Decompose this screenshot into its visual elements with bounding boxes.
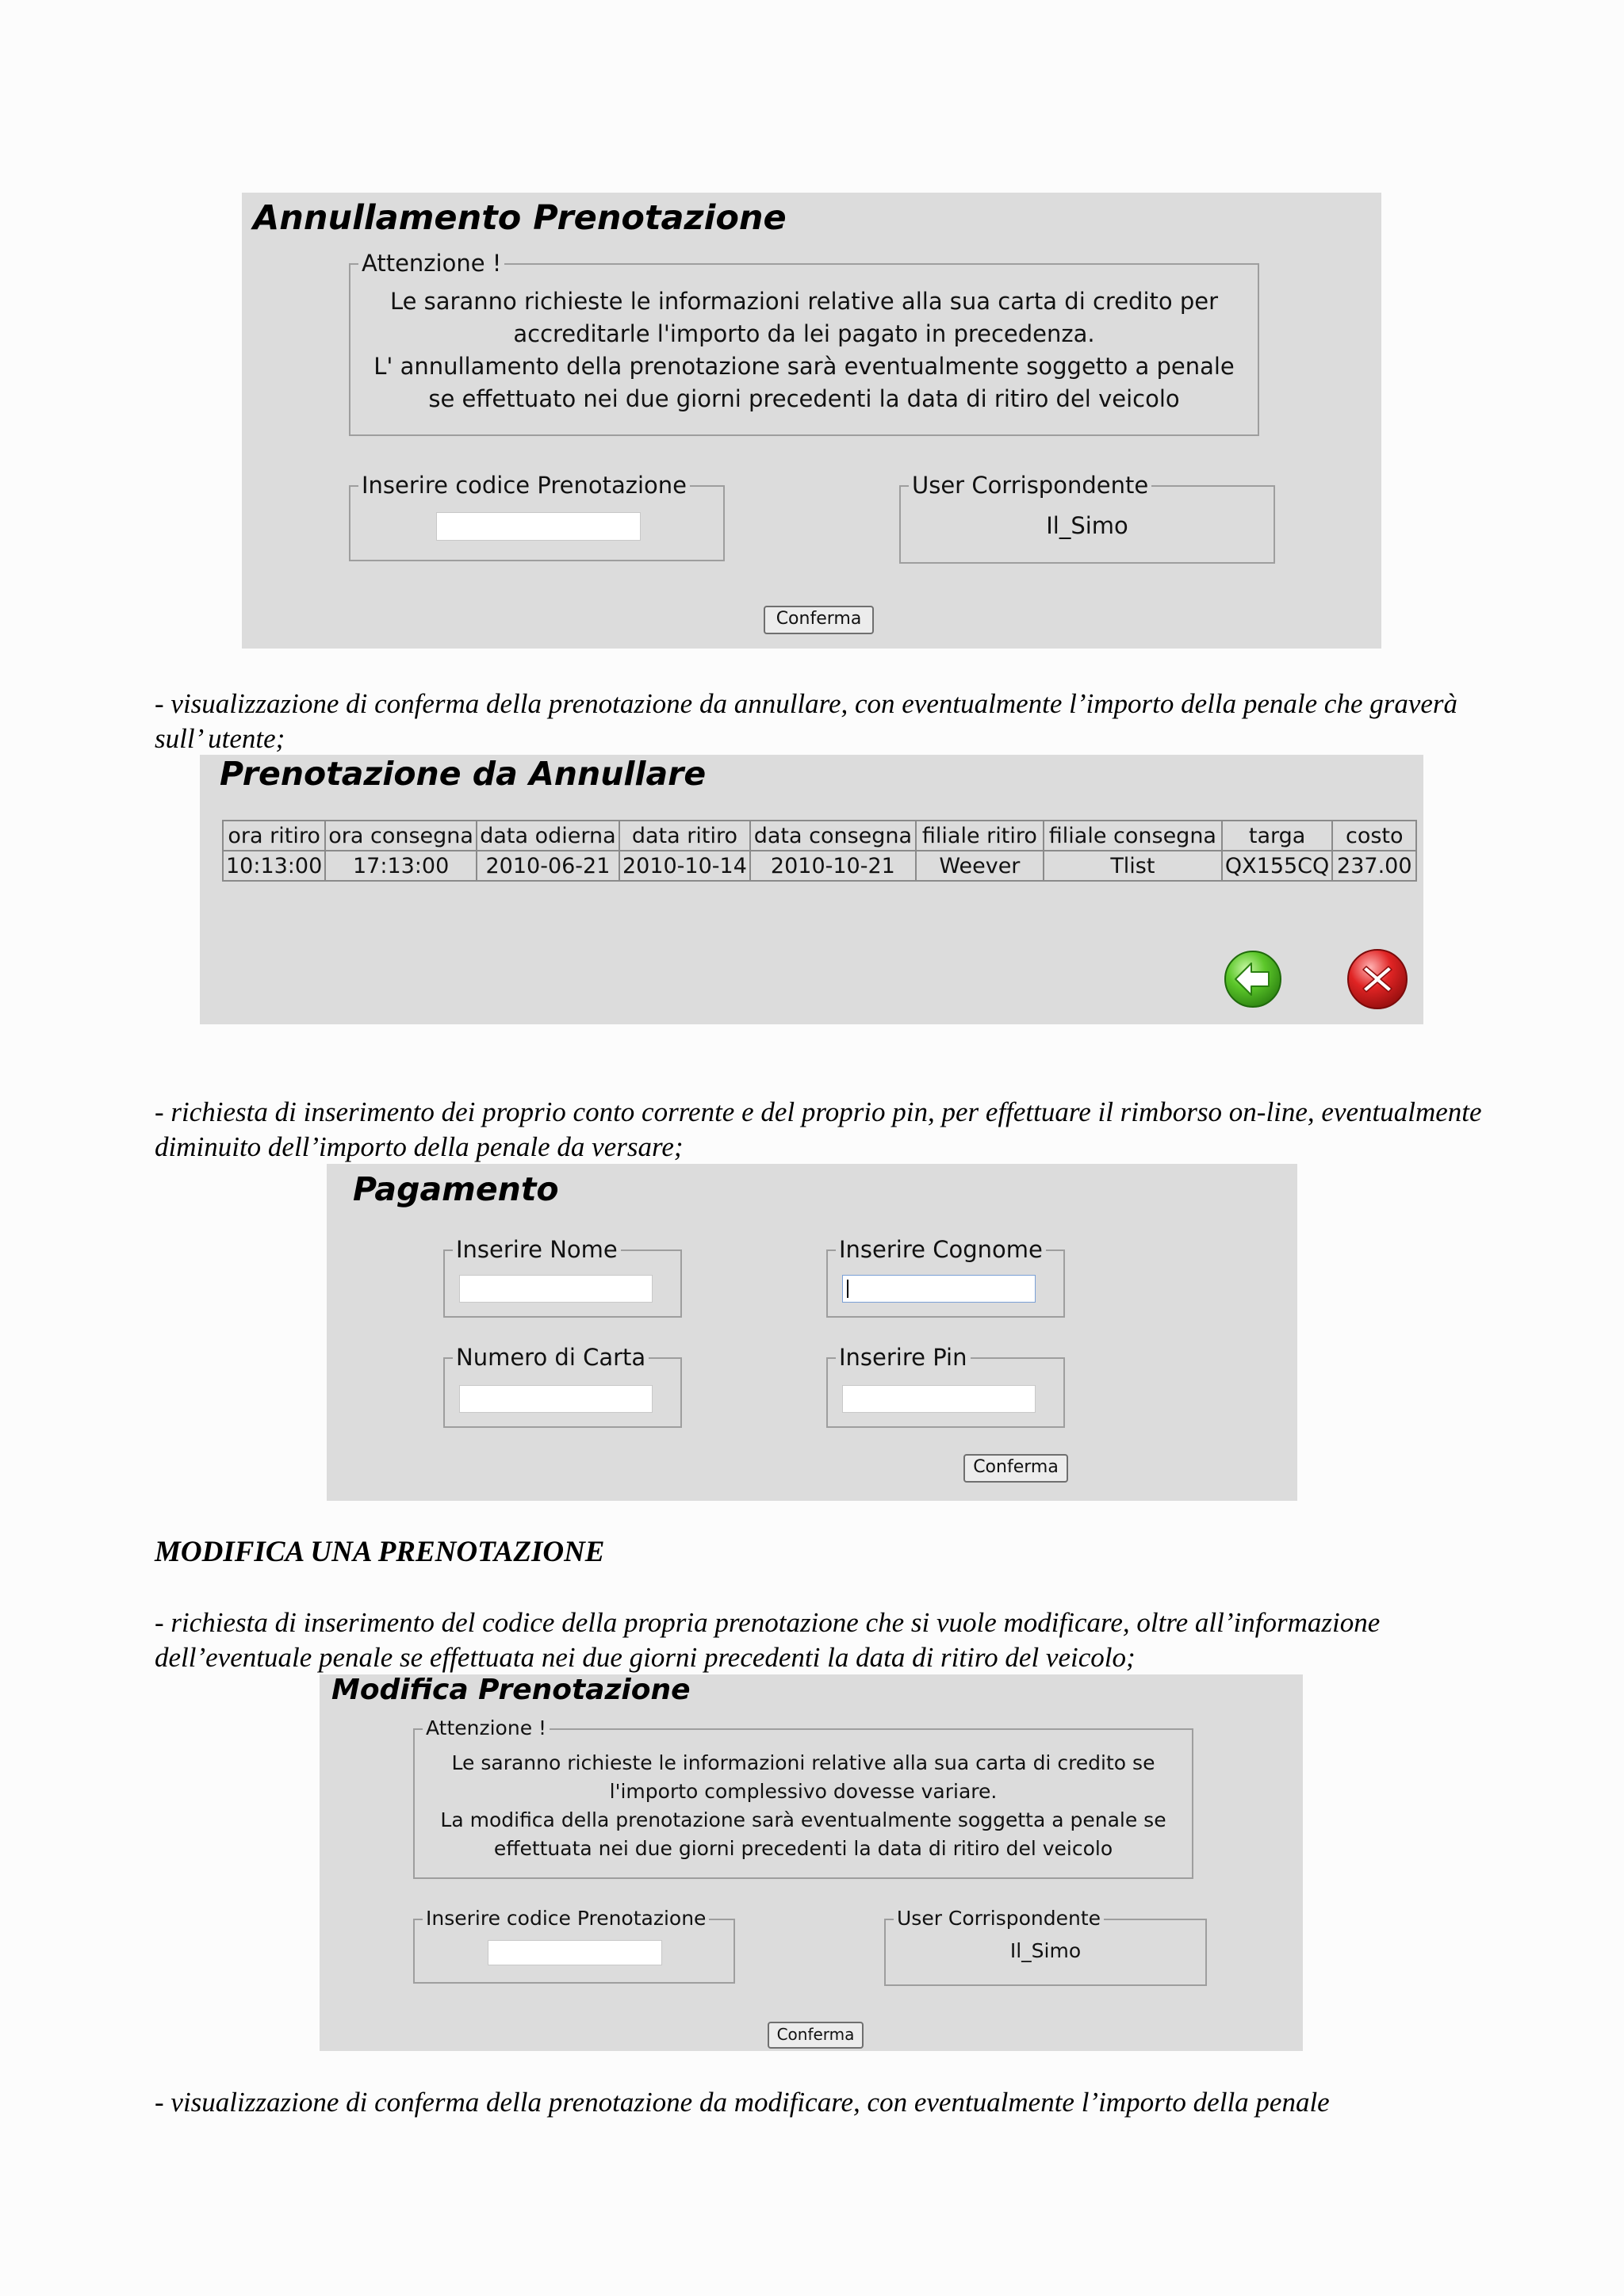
table-cell: 10:13:00 xyxy=(223,851,325,881)
column-header: data odierna xyxy=(477,821,619,851)
cognome-legend: Inserire Cognome xyxy=(836,1237,1046,1262)
pin-legend: Inserire Pin xyxy=(836,1345,971,1370)
description-modifica-codice: - richiesta di inserimento del codice della propria prenotazione che si vuole modificare, oltre all’informazione dell’eventuale penale se effettuata nei due giorni precedenti la data di ritiro del veicolo; xyxy=(155,1607,1381,1673)
annullamento-panel xyxy=(242,193,1381,649)
prenotazione-panel xyxy=(200,755,1423,1024)
user-corrispondente-value: Il_Simo xyxy=(1009,1939,1082,1962)
column-header: targa xyxy=(1222,821,1332,851)
cognome-input[interactable] xyxy=(842,1275,1036,1303)
cognome-box xyxy=(826,1236,1065,1318)
text-cursor xyxy=(847,1280,848,1298)
numero-carta-legend: Numero di Carta xyxy=(453,1345,649,1370)
nome-legend: Inserire Nome xyxy=(453,1237,621,1262)
column-header: data ritiro xyxy=(619,821,750,851)
attenzione-line-3: L' annullamento della prenotazione sarà eventualmente soggetto a penale xyxy=(373,353,1235,380)
nome-input[interactable] xyxy=(459,1275,653,1303)
column-header: ora ritiro xyxy=(223,821,325,851)
panel-title: Prenotazione da Annullare xyxy=(220,755,707,793)
panel-title: Modifica Prenotazione xyxy=(331,1674,691,1706)
cancel-button[interactable] xyxy=(1346,947,1409,1011)
table-cell: Weever xyxy=(916,851,1044,881)
nome-box xyxy=(443,1236,682,1318)
attenzione-line-2: l'importo complessivo dovesse variare. xyxy=(609,1780,998,1803)
attenzione-box xyxy=(349,250,1259,436)
back-arrow-icon xyxy=(1223,949,1283,1009)
column-header: data consegna xyxy=(750,821,916,851)
table-row[interactable] xyxy=(223,851,1416,881)
close-icon xyxy=(1346,947,1409,1011)
codice-prenotazione-box xyxy=(349,472,725,561)
prenotazione-table xyxy=(222,820,1417,882)
pin-input[interactable] xyxy=(842,1385,1036,1413)
codice-prenotazione-box xyxy=(413,1907,735,1984)
table-cell: 2010-10-14 xyxy=(619,851,750,881)
conferma-button[interactable]: Conferma xyxy=(768,2022,864,2049)
table-cell: 2010-10-21 xyxy=(750,851,916,881)
codice-prenotazione-input[interactable] xyxy=(488,1940,662,1965)
codice-prenotazione-input[interactable] xyxy=(436,512,641,541)
numero-carta-input[interactable] xyxy=(459,1385,653,1413)
description-pagamento: - richiesta di inserimento dei proprio conto corrente e del proprio pin, per effettuare il rimborso on-line, eventualmente diminuito dell’importo della penale da versare; xyxy=(155,1096,1482,1162)
modifica-panel xyxy=(320,1674,1303,2051)
conferma-button[interactable]: Conferma xyxy=(963,1454,1068,1483)
column-header: filiale ritiro xyxy=(916,821,1044,851)
attenzione-line-1: Le saranno richieste le informazioni relative alla sua carta di credito se xyxy=(451,1751,1155,1774)
conferma-button[interactable]: Conferma xyxy=(764,606,874,634)
attenzione-legend: Attenzione ! xyxy=(423,1716,550,1741)
table-cell: 237.00 xyxy=(1332,851,1416,881)
user-corrispondente-value: Il_Simo xyxy=(1046,512,1128,539)
column-header: costo xyxy=(1332,821,1416,851)
table-header-row xyxy=(223,821,1416,851)
column-header: filiale consegna xyxy=(1044,821,1222,851)
section-heading: MODIFICA UNA PRENOTAZIONE xyxy=(155,1536,605,1568)
user-corrispondente-legend: User Corrispondente xyxy=(894,1906,1104,1931)
attenzione-line-3: La modifica della prenotazione sarà eventualmente soggetta a penale se xyxy=(440,1808,1166,1831)
table-cell: Tlist xyxy=(1044,851,1222,881)
pin-box xyxy=(826,1344,1065,1428)
pagamento-panel xyxy=(327,1164,1297,1501)
description-modifica-conferma: - visualizzazione di conferma della prenotazione da modificare, con eventualmente l’importo della penale xyxy=(155,2087,1330,2118)
table-cell: 2010-06-21 xyxy=(477,851,619,881)
codice-prenotazione-legend: Inserire codice Prenotazione xyxy=(358,473,690,498)
table-cell: QX155CQ xyxy=(1222,851,1332,881)
table-cell: 17:13:00 xyxy=(325,851,477,881)
attenzione-line-4: se effettuato nei due giorni precedenti la data di ritiro del veicolo xyxy=(428,385,1180,412)
codice-prenotazione-legend: Inserire codice Prenotazione xyxy=(423,1906,709,1931)
attenzione-box xyxy=(413,1716,1193,1879)
user-corrispondente-box xyxy=(884,1907,1207,1986)
description-annullamento-conferma: - visualizzazione di conferma della prenotazione da annullare, con eventualmente l’importo della penale che graverà sull’ utente; xyxy=(155,688,1458,754)
column-header: ora consegna xyxy=(325,821,477,851)
user-corrispondente-box xyxy=(899,472,1275,564)
attenzione-line-2: accreditarle l'importo da lei pagato in precedenza. xyxy=(513,320,1095,347)
attenzione-line-4: effettuata nei due giorni precedenti la data di ritiro del veicolo xyxy=(493,1837,1113,1860)
attenzione-line-1: Le saranno richieste le informazioni relative alla sua carta di credito per xyxy=(389,288,1219,315)
user-corrispondente-legend: User Corrispondente xyxy=(909,473,1151,498)
panel-title: Annullamento Prenotazione xyxy=(253,198,787,238)
back-button[interactable] xyxy=(1223,949,1283,1009)
attenzione-legend: Attenzione ! xyxy=(358,251,504,276)
panel-title: Pagamento xyxy=(353,1170,559,1208)
numero-carta-box xyxy=(443,1344,682,1428)
